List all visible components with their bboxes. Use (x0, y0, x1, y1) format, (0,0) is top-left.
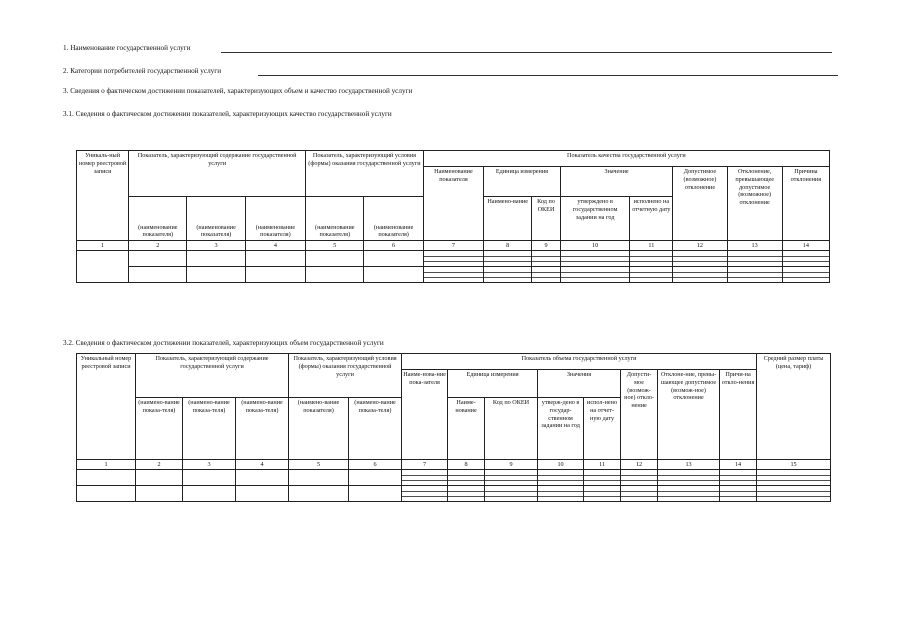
t1-cell[interactable] (364, 251, 423, 267)
item-3-2-label: 3.2. Сведения о фактическом достижении показателей, характеризующих объем государственной услуги (63, 339, 384, 347)
t1-cell[interactable] (77, 251, 129, 283)
t2-cell[interactable] (236, 486, 289, 502)
t2-cell[interactable] (485, 470, 538, 486)
t2-reason-header: Причи-на откло-нения (720, 370, 757, 460)
t2-cell[interactable] (77, 486, 136, 502)
t1-col-number: 8 (484, 241, 532, 251)
t1-col-number: 5 (306, 241, 364, 251)
t1-cell[interactable] (187, 267, 245, 283)
t1-cell[interactable] (782, 267, 829, 283)
t2-cell[interactable] (136, 486, 183, 502)
t1-cell[interactable] (782, 251, 829, 267)
t2-cell[interactable] (448, 486, 485, 502)
t1-unit-header: Единица измерения (484, 167, 561, 197)
t1-cell[interactable] (245, 267, 305, 283)
t1-cell[interactable] (187, 251, 245, 267)
t2-cell[interactable] (621, 486, 658, 502)
t2-conditions-header: Показатель, характеризующий условия (формы) оказания государственной услуги (289, 354, 402, 398)
t1-col-number: 11 (630, 241, 673, 251)
t1-reason-header: Причина отклонения (782, 167, 829, 241)
t2-sub-name: (наимено-вание показа-теля) (349, 398, 402, 460)
t1-name-header: Наименование показателя (423, 167, 483, 241)
t2-executed-header: испол-нено на отчет-ную дату (584, 398, 621, 460)
t1-content-header: Показатель, характеризующий содержание государственной услуги (129, 151, 306, 197)
t1-col-number: 1 (77, 241, 129, 251)
t1-cell[interactable] (306, 267, 364, 283)
t1-cell[interactable] (129, 267, 187, 283)
t2-col-number: 13 (658, 460, 720, 470)
t2-col-number: 10 (538, 460, 584, 470)
t2-name-header: Наиме-нова-ние пока-зателя (402, 370, 448, 460)
t2-cell[interactable] (658, 486, 720, 502)
item-2-label: 2. Категории потребителей государственной услуги (63, 67, 222, 75)
t2-sub-name: (наимено-вание показа-теля) (183, 398, 236, 460)
t2-col-number: 6 (349, 460, 402, 470)
t1-data-row (77, 251, 830, 267)
item-1-fill-line[interactable] (221, 52, 832, 53)
t2-cell[interactable] (136, 470, 183, 486)
t1-deviation-header: Отклонение, превышающее допустимое (возможное) отклонение (727, 167, 782, 241)
t1-quality-header: Показатель качества государственной услуги (423, 151, 829, 167)
t2-cell[interactable] (658, 470, 720, 486)
t1-sub-name: (наименование показателя) (364, 197, 423, 241)
t2-cell[interactable] (402, 470, 448, 486)
t2-col-number: 1 (77, 460, 136, 470)
t1-cell[interactable] (673, 267, 727, 283)
t1-unit-name-header: Наимено-вание (484, 197, 532, 241)
t1-cell[interactable] (727, 251, 782, 267)
t1-cell[interactable] (484, 251, 532, 267)
t2-data-row (77, 470, 831, 486)
t1-cell[interactable] (364, 267, 423, 283)
t1-cell[interactable] (532, 251, 561, 267)
t1-cell[interactable] (630, 267, 673, 283)
t1-col-number: 9 (532, 241, 561, 251)
t1-cell[interactable] (484, 267, 532, 283)
item-3-label: 3. Сведения о фактическом достижении показателей, характеризующих объем и качество государственной услуги (63, 87, 413, 95)
item-3-1-label: 3.1. Сведения о фактическом достижении показателей, характеризующих качество государственной услуги (63, 110, 392, 118)
item-1-label: 1. Наименование государственной услуги (63, 44, 191, 52)
t2-data-row (77, 486, 831, 502)
t1-col-number: 3 (187, 241, 245, 251)
t2-col-number: 3 (183, 460, 236, 470)
t1-cell[interactable] (129, 251, 187, 267)
t2-sub-name: (наимено-вание показателя) (289, 398, 349, 460)
t1-executed-header: исполнено на отчетную дату (630, 197, 673, 241)
t2-cell[interactable] (289, 486, 349, 502)
t2-sub-name: (наимено-вание показа-теля) (236, 398, 289, 460)
t1-cell[interactable] (423, 267, 483, 283)
t2-price-header: Средний размер платы (цена, тариф) (757, 354, 831, 460)
t1-allowed-header: Допустимое (возможное) отклонение (673, 167, 727, 241)
t2-col-number: 12 (621, 460, 658, 470)
t2-col-number: 2 (136, 460, 183, 470)
t2-cell[interactable] (289, 470, 349, 486)
t2-col-number: 4 (236, 460, 289, 470)
t2-cell[interactable] (538, 486, 584, 502)
t2-cell[interactable] (236, 470, 289, 486)
t1-data-row (77, 267, 830, 283)
t2-cell[interactable] (402, 486, 448, 502)
t1-col-number: 4 (245, 241, 305, 251)
t2-cell[interactable] (77, 470, 136, 486)
t1-value-header: Значение (560, 167, 673, 197)
t1-col-number: 6 (364, 241, 423, 251)
t2-cell[interactable] (183, 486, 236, 502)
t2-col-number: 5 (289, 460, 349, 470)
t1-cell[interactable] (245, 251, 305, 267)
t1-okei-header: Код по ОКЕИ (532, 197, 561, 241)
t2-cell[interactable] (183, 470, 236, 486)
t2-cell[interactable] (485, 486, 538, 502)
t2-cell[interactable] (538, 470, 584, 486)
t2-cell[interactable] (349, 486, 402, 502)
t2-col-number: 8 (448, 460, 485, 470)
t2-value-header: Значения (538, 370, 621, 398)
t2-cell[interactable] (584, 486, 621, 502)
t2-cell[interactable] (757, 486, 831, 502)
t2-volume-header: Показатель объема государственной услуги (402, 354, 757, 370)
t1-approved-header: утверждено в государственном задании на год (560, 197, 630, 241)
t2-cell[interactable] (621, 470, 658, 486)
quality-table (76, 150, 830, 283)
t1-cell[interactable] (630, 251, 673, 267)
t2-approved-header: утверж-дено в государ-ственном задании на год (538, 398, 584, 460)
t1-col-number: 12 (673, 241, 727, 251)
t2-cell[interactable] (448, 470, 485, 486)
t1-number-row (77, 241, 830, 251)
t1-col-number: 13 (727, 241, 782, 251)
t2-number-row (77, 460, 831, 470)
t2-cell[interactable] (349, 470, 402, 486)
item-2-fill-line[interactable] (258, 75, 838, 76)
t2-unit-header: Единица измерения (448, 370, 538, 398)
t1-cell[interactable] (727, 267, 782, 283)
t1-cell[interactable] (560, 267, 630, 283)
t1-col-number: 10 (560, 241, 630, 251)
t2-cell[interactable] (757, 470, 831, 486)
t2-sub-name: (наимено-вание показа-теля) (136, 398, 183, 460)
t2-unique-header: Уникальный номер реестровой записи (77, 354, 136, 460)
t1-cell[interactable] (673, 251, 727, 267)
t2-deviation-header: Отклоне-ние, превы-шающее допустимое (возмож-ное) отклонение (658, 370, 720, 460)
t2-unit-name-header: Наиме-нование (448, 398, 485, 460)
t2-col-number: 9 (485, 460, 538, 470)
t1-col-number: 14 (782, 241, 829, 251)
t2-cell[interactable] (720, 470, 757, 486)
t2-col-number: 7 (402, 460, 448, 470)
t1-col-number: 7 (423, 241, 483, 251)
t1-sub-name: (наименование показателя) (245, 197, 305, 241)
t2-cell[interactable] (720, 486, 757, 502)
t1-unique-header: Уникаль-ный номер реестровой записи (77, 151, 129, 241)
t2-content-header: Показатель, характеризующий содержание государственной услуги (136, 354, 289, 398)
t1-conditions-header: Показатель, характеризующий условия (формы) оказания государственной услуги (306, 151, 424, 197)
t1-sub-name: (наименование показателя) (306, 197, 364, 241)
volume-table (76, 353, 831, 502)
t1-cell[interactable] (306, 251, 364, 267)
t2-allowed-header: Допусти-мое (возмож-ное) откло-нение (621, 370, 658, 460)
t1-col-number: 2 (129, 241, 187, 251)
t1-cell[interactable] (423, 251, 483, 267)
t1-sub-name: (наименование показателя) (129, 197, 187, 241)
t2-cell[interactable] (584, 470, 621, 486)
t1-cell[interactable] (560, 251, 630, 267)
t2-col-number: 14 (720, 460, 757, 470)
t2-okei-header: Код по ОКЕИ (485, 398, 538, 460)
t2-col-number: 11 (584, 460, 621, 470)
t1-cell[interactable] (532, 267, 561, 283)
t1-sub-name: (наименование показателя) (187, 197, 245, 241)
t2-col-number: 15 (757, 460, 831, 470)
